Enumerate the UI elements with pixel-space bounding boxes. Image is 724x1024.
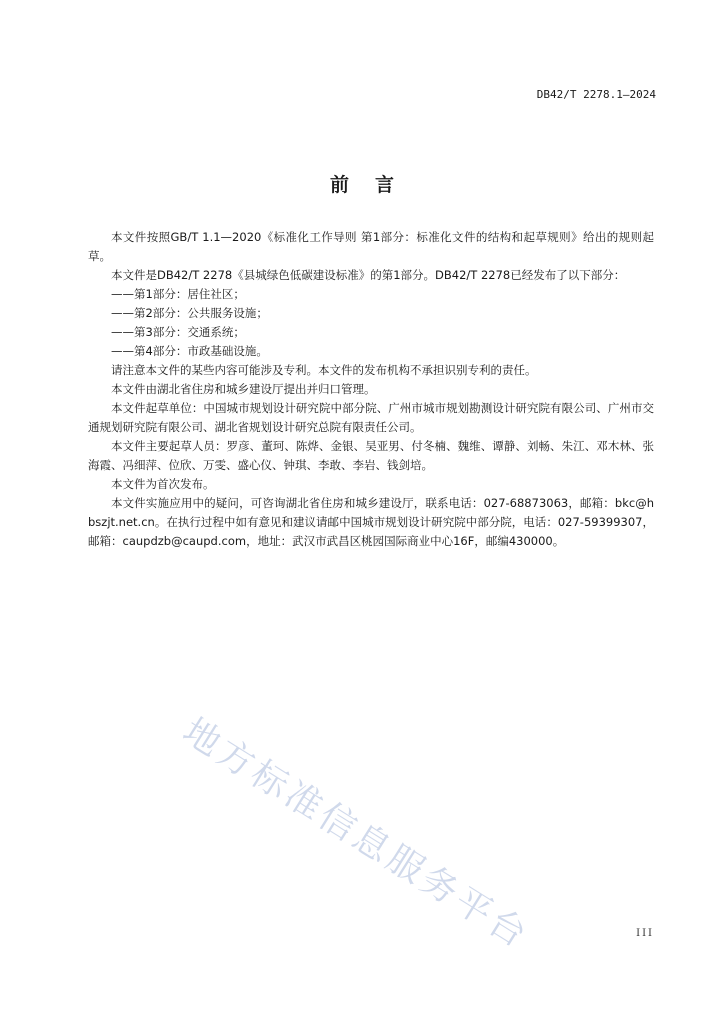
page-title: 前言 (329, 174, 420, 196)
foreword-body (88, 228, 654, 551)
paragraph-series-intro: 本文件是DB42/T 2278《县城绿色低碳建设标准》的第1部分。DB42/T 2278已经发布了以下部分： (111, 268, 626, 282)
list-item-part-1: ——第1部分：居住社区； (111, 287, 245, 301)
paragraph-drafting-rules: 本文件按照GB/T 1.1—2020《标准化工作导则 第1部分：标准化文件的结构和起草规则》给出的规则起草。 (88, 230, 654, 263)
paragraph-drafting-units: 本文件起草单位：中国城市规划设计研究院中部分院、广州市城市规划勘测设计研究院有限公司、广州市交通规划研究院有限公司、湖北省规划设计研究总院有限责任公司。 (88, 401, 654, 434)
paragraph-proposer: 本文件由湖北省住房和城乡建设厅提出并归口管理。 (111, 382, 376, 396)
list-item-part-3: ——第3部分：交通系统； (111, 325, 245, 339)
document-code: DB42/T 2278.1—2024 (536, 88, 656, 101)
watermark: 地方标准信息服务平台 (175, 710, 537, 958)
list-item-part-2: ——第2部分：公共服务设施； (111, 306, 268, 320)
paragraph-contact: 本文件实施应用中的疑问，可咨询湖北省住房和城乡建设厅，联系电话：027-68873063，邮箱：bkc@hbszjt.net.cn。在执行过程中如有意见和建议请邮中国城市规划设计研究院中部分院，电话：027-59399307，邮箱：caupdzb@caupd.com，地址：武汉市武昌区桃园国际商业中心16F，邮编430000。 (88, 496, 654, 548)
page-number: III (636, 928, 654, 939)
paragraph-patent-notice: 请注意本文件的某些内容可能涉及专利。本文件的发布机构不承担识别专利的责任。 (111, 363, 537, 377)
paragraph-drafters: 本文件主要起草人员：罗彦、董珂、陈烨、金银、吴亚男、付冬楠、魏维、谭静、刘畅、朱江、邓木林、张海霞、冯细萍、位欣、万雯、盛心仪、钟琪、李敢、李岩、钱剑培。 (88, 439, 654, 472)
list-item-part-4: ——第4部分：市政基础设施。 (111, 344, 268, 358)
paragraph-first-release: 本文件为首次发布。 (111, 477, 215, 491)
